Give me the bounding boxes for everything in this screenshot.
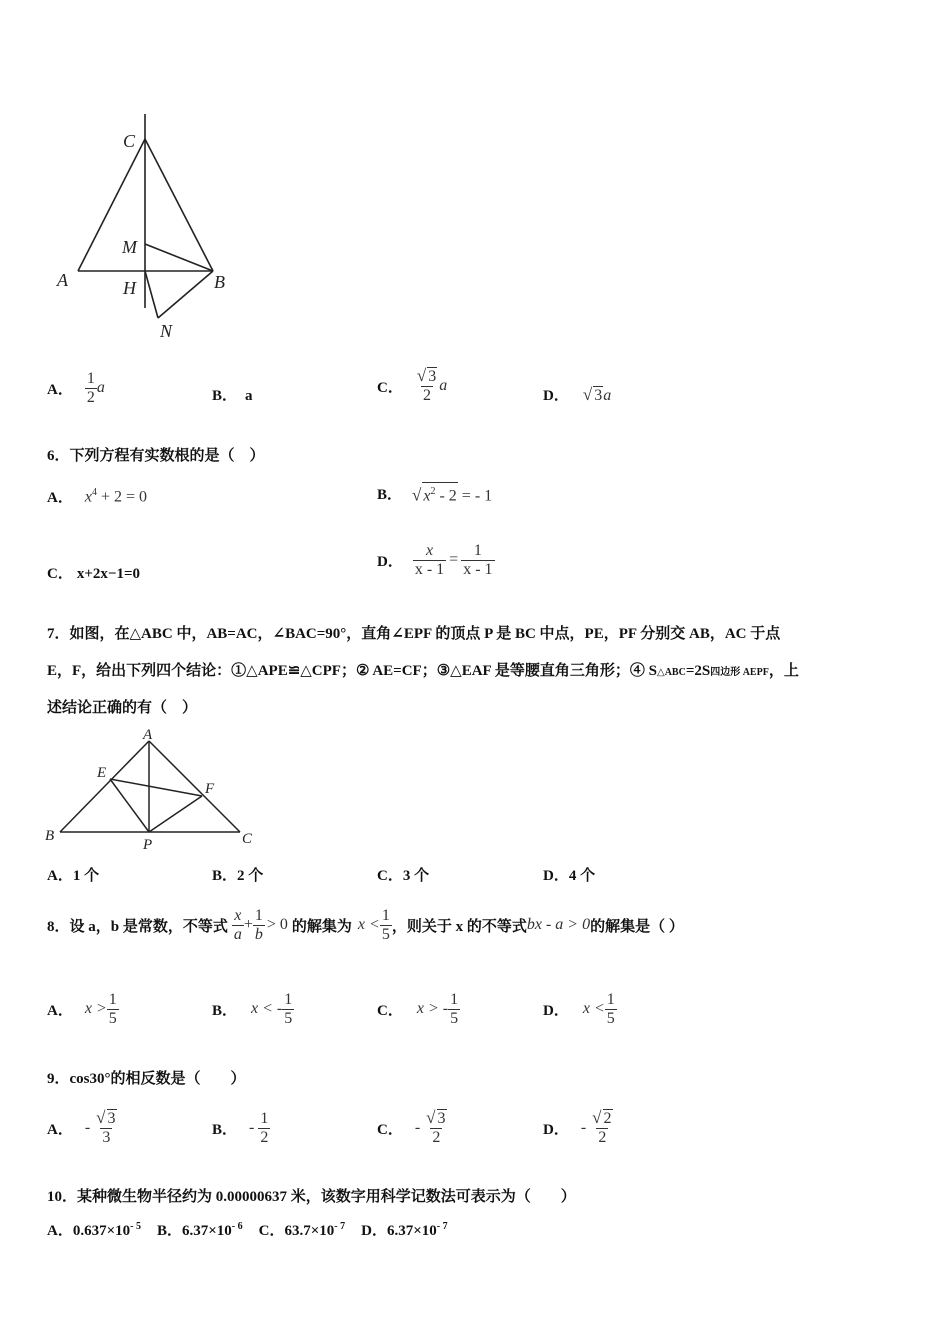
fraction: $\frac{1}{5}$ [108,990,117,1027]
label-m: M [122,237,137,257]
fraction: $\frac{1}{5}$ [284,990,293,1027]
q9-option-c[interactable]: C． - $\frac{√ 3}{2}$ [377,1102,449,1154]
q10-option-b[interactable]: B．$6.37\times 10^{- 6}$ [156,1221,243,1239]
label-h: H [123,278,136,298]
q9-option-a[interactable]: A． - $\frac{√ 3}{3}$ [47,1102,119,1154]
fraction: $\frac{1}{b}$ [254,906,263,943]
q7-option-a[interactable]: A．1 个 [47,868,100,884]
label-c: C [242,831,253,847]
segment-hn [145,271,158,318]
q10-option-d[interactable]: D．$6.37\times 10^{- 7}$ [361,1221,448,1239]
option-label: D． [543,1121,569,1138]
q8-option-b[interactable]: B． x < - $\frac{1}{5}$ [212,990,293,1027]
option-label: B． [212,1002,238,1019]
equation: √ $x^2 - 2$ = - 1 [412,482,492,505]
option-label: A． [47,1121,73,1138]
q8-stem: 8．设 a，b 是常数，不等式 $\frac{x}{a}$ + $\frac{1}{b}$ > 0 的解集为 x < $\frac{1}{5}$ ，则关于 x 的不等式 bx - a > 0 的解集是（ ） [47,906,684,943]
fraction: $\frac{1}{5}$ [606,990,615,1027]
side-ab [60,741,149,832]
q7-option-d[interactable]: D．4 个 [543,868,596,884]
option-label: B． [212,1121,238,1138]
segment-mb [145,244,213,271]
triangle-figure-q5 [50,110,250,345]
option-label: C． [377,1121,403,1138]
option-label: B． [212,388,238,404]
triangle-figure-q7 [40,726,260,854]
fraction: $\frac{1}{5}$ [381,906,390,943]
q9-stem: 9．cos30°的相反数是（ ） [47,1071,246,1087]
option-label: C． [47,566,73,582]
segment-pe [110,779,149,832]
option-label: B． [377,487,403,504]
label-n: N [160,321,173,341]
q7-option-c[interactable]: C．3 个 [377,868,430,884]
label-p: P [143,837,153,853]
q7-stem-line1: 7．如图，在△ABC 中，AB=AC，∠BAC=90°，直角∠EPF 的顶点 P 是 BC 中点，PE，PF 分别交 AB，AC 于点 [47,626,781,642]
segment-nb [158,271,213,318]
option-label: D． [543,1002,569,1019]
q5-option-d[interactable] [543,384,611,405]
q9-option-b[interactable]: B． - $\frac{1}{2}$ [212,1109,269,1146]
radical-sign: √ [582,384,593,404]
q10-option-a[interactable]: A．$0.637\times 10^{- 5}$ [47,1221,141,1239]
fraction: $\frac{x}{a}$ [233,906,242,943]
q8-option-c[interactable]: C． x > - $\frac{1}{5}$ [377,990,459,1027]
radical-sign: √ [96,1108,106,1127]
q9-option-d[interactable]: D． - $\frac{√ 2}{2}$ [543,1102,615,1154]
option-label: C． [377,1002,403,1019]
fraction: $\frac{x}{x - 1}$ [414,541,445,578]
side-ac [149,741,240,832]
fraction: $\frac{√ 3}{2}$ [416,366,437,404]
option-text: x+2x−1=0 [76,566,140,582]
side-cb [145,139,213,271]
option-label: D． [377,553,403,570]
fraction: $\frac{√ 3}{3}$ [96,1108,116,1146]
q7-stem-line3: 述结论正确的有（ ） [47,700,198,716]
segment-ef [110,779,202,796]
q5-option-c[interactable] [377,362,447,410]
option-label: A． [47,381,73,398]
q6-option-a[interactable] [47,486,147,507]
fraction: $\frac{1}{2}$ [260,1109,269,1146]
label-a: A [57,270,68,290]
option-label: A． [47,490,73,506]
q10-option-c[interactable]: C．$63.7\times 10^{- 7}$ [258,1221,346,1239]
label-b: B [45,828,55,844]
option-label: C． [377,379,403,396]
equation: $x^4 + 2 = 0$ [84,486,147,506]
label-c: C [123,131,136,151]
sqrt-expression: √ 3a [582,384,612,404]
q5-option-b[interactable] [212,384,253,405]
fraction: $\frac{1}{2}$ [86,369,95,406]
label-e: E [97,765,107,781]
fraction: $\frac{√ 2}{2}$ [592,1108,612,1146]
q10-options [47,1219,448,1240]
radical-sign: √ [592,1108,602,1127]
q6-option-c[interactable] [47,562,140,583]
option-label: D． [543,388,569,404]
radical-sign: √ [412,485,422,505]
variable: a [96,379,105,396]
label-a: A [143,727,153,743]
fraction: $\frac{√ 3}{2}$ [426,1108,446,1146]
q7-stem-line2: E，F，给出下列四个结论：①△APE≌△CPF；② AE=CF；③△EAF 是等腰直角三角形；④ S△ABC=2S四边形 AEPF，上 [47,663,799,679]
option-text: a [245,388,253,404]
radical-sign: √ [416,366,427,385]
label-b: B [214,272,225,292]
variable: a [439,377,448,394]
segment-pf [149,796,202,832]
fraction: $\frac{1}{5}$ [450,990,459,1027]
q10-stem: 10．某种微生物半径约为 0.00000637 米，该数字用科学记数法可表示为（ ） [47,1189,576,1205]
fraction: $\frac{1}{x - 1}$ [463,541,493,578]
q5-option-a[interactable] [47,366,105,410]
q8-option-a[interactable]: A． x > $\frac{1}{5}$ [47,990,117,1027]
q6-option-b[interactable] [377,482,492,505]
equals: = [449,551,459,568]
q6-option-d[interactable] [377,536,495,584]
radical-sign: √ [426,1108,436,1127]
q8-option-d[interactable]: D． x < $\frac{1}{5}$ [543,990,615,1027]
q6-stem: 6．下列方程有实数根的是（ ） [47,448,265,464]
option-label: A． [47,1002,73,1019]
label-f: F [205,781,215,797]
q7-option-b[interactable]: B．2 个 [212,868,264,884]
